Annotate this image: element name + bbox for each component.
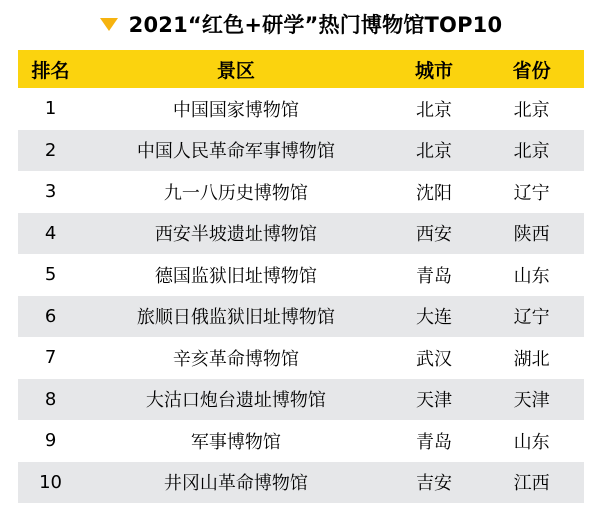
- cell-province: 辽宁: [479, 171, 584, 213]
- page-title: [0, 0, 602, 39]
- cell-name: 大沽口炮台遗址博物馆: [83, 379, 389, 421]
- cell-city: 天津: [389, 379, 480, 421]
- table-body: [18, 88, 584, 503]
- table-header-row: [18, 50, 584, 88]
- cell-province: 北京: [479, 88, 584, 130]
- cell-city: 北京: [389, 88, 480, 130]
- cell-rank: 10: [18, 462, 83, 504]
- cell-name: 井冈山革命博物馆: [83, 462, 389, 504]
- cell-city: 大连: [389, 296, 480, 338]
- cell-name: 中国国家博物馆: [83, 88, 389, 130]
- cell-province: 陕西: [479, 213, 584, 255]
- cell-rank: 2: [18, 130, 83, 172]
- cell-city: 沈阳: [389, 171, 480, 213]
- cell-province: 天津: [479, 379, 584, 421]
- cell-name: 西安半坡遗址博物馆: [83, 213, 389, 255]
- table-row: [18, 171, 584, 213]
- cell-city: 北京: [389, 130, 480, 172]
- cell-city: 吉安: [389, 462, 480, 504]
- cell-city: 武汉: [389, 337, 480, 379]
- cell-province: 辽宁: [479, 296, 584, 338]
- cell-rank: 8: [18, 379, 83, 421]
- column-header-city: 城市: [389, 50, 480, 88]
- table-row: [18, 296, 584, 338]
- cell-province: 山东: [479, 254, 584, 296]
- cell-rank: 4: [18, 213, 83, 255]
- table-row: [18, 254, 584, 296]
- table-row: [18, 379, 584, 421]
- cell-rank: 7: [18, 337, 83, 379]
- cell-province: 北京: [479, 130, 584, 172]
- cell-province: 湖北: [479, 337, 584, 379]
- top10-museums-table: [18, 50, 584, 503]
- table-row: [18, 462, 584, 504]
- cell-province: 江西: [479, 462, 584, 504]
- column-header-province: 省份: [479, 50, 584, 88]
- cell-name: 德国监狱旧址博物馆: [83, 254, 389, 296]
- cell-rank: 6: [18, 296, 83, 338]
- cell-city: 青岛: [389, 254, 480, 296]
- cell-name: 军事博物馆: [83, 420, 389, 462]
- cell-rank: 3: [18, 171, 83, 213]
- cell-name: 九一八历史博物馆: [83, 171, 389, 213]
- cell-province: 山东: [479, 420, 584, 462]
- column-header-rank: 排名: [18, 50, 83, 88]
- table-row: [18, 88, 584, 130]
- cell-city: 西安: [389, 213, 480, 255]
- table-row: [18, 213, 584, 255]
- cell-rank: 9: [18, 420, 83, 462]
- cell-name: 中国人民革命军事博物馆: [83, 130, 389, 172]
- cell-name: 辛亥革命博物馆: [83, 337, 389, 379]
- table-row: [18, 337, 584, 379]
- table-row: [18, 420, 584, 462]
- down-triangle-icon: [100, 18, 118, 31]
- cell-name: 旅顺日俄监狱旧址博物馆: [83, 296, 389, 338]
- cell-rank: 5: [18, 254, 83, 296]
- cell-city: 青岛: [389, 420, 480, 462]
- cell-rank: 1: [18, 88, 83, 130]
- column-header-scenic-area: 景区: [83, 50, 389, 88]
- page-title-text: 2021“红色+研学”热门博物馆TOP10: [128, 13, 503, 37]
- table-row: [18, 130, 584, 172]
